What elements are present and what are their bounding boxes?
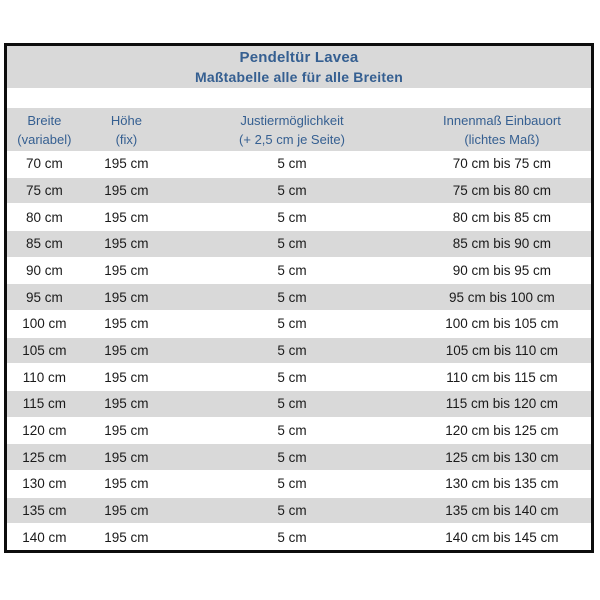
cell-hoehe: 195 cm [104,156,149,172]
cell-breite: 140 cm [22,529,67,545]
page-subtitle: Maßtabelle alle für alle Breiten [195,69,403,85]
table-row [7,177,591,205]
table-row [7,471,591,497]
table-row [7,230,591,258]
page-title: Pendeltür Lavea [239,49,359,66]
cell-hoehe: 195 cm [104,209,149,225]
cell-justiermoeglichkeit: 5 cm [277,263,307,279]
cell-justiermoeglichkeit: 5 cm [277,236,307,252]
cell-innenmass: 80 cm bis 85 cm [452,209,552,225]
table-row [7,390,591,418]
column-label: Innenmaß Einbauort [443,112,561,128]
cell-hoehe: 195 cm [104,236,149,252]
cell-hoehe: 195 cm [104,183,149,198]
cell-innenmass: 100 cm bis 105 cm [445,316,559,332]
cell-breite: 80 cm [25,209,63,225]
table-row [7,443,591,471]
column-label: Breite [27,112,62,128]
cell-hoehe: 195 cm [104,449,149,465]
cell-justiermoeglichkeit: 5 cm [277,156,307,172]
column-sublabel: (lichtes Maß) [464,131,540,147]
cell-hoehe: 195 cm [104,263,149,279]
cell-breite: 135 cm [22,503,67,519]
table-row [7,497,591,525]
table-row [7,418,591,444]
cell-justiermoeglichkeit: 5 cm [277,343,307,359]
cell-breite: 125 cm [22,449,67,465]
cell-breite: 130 cm [22,476,67,492]
table-row [7,337,591,365]
cell-innenmass: 95 cm bis 100 cm [449,289,555,305]
cell-breite: 115 cm [22,396,67,412]
cell-justiermoeglichkeit: 5 cm [277,396,307,412]
cell-hoehe: 195 cm [104,423,149,439]
table-row [7,364,591,390]
cell-innenmass: 110 cm bis 115 cm [446,369,558,385]
column-label: Höhe [110,112,142,128]
cell-breite: 85 cm [25,236,63,252]
cell-breite: 110 cm [22,369,67,385]
cell-justiermoeglichkeit: 5 cm [277,449,307,465]
cell-innenmass: 85 cm bis 90 cm [452,236,552,252]
column-sublabel: (fix) [115,131,138,147]
cell-innenmass: 120 cm bis 125 cm [445,423,559,439]
cell-innenmass: 75 cm bis 80 cm [452,183,552,198]
cell-innenmass: 130 cm bis 135 cm [445,476,559,492]
column-header-innenmass [413,111,591,149]
cell-justiermoeglichkeit: 5 cm [277,289,307,305]
cell-hoehe: 195 cm [104,476,149,492]
cell-breite: 90 cm [25,263,63,279]
cell-breite: 100 cm [22,316,67,332]
cell-hoehe: 195 cm [104,343,149,359]
cell-breite: 120 cm [22,423,67,439]
column-sublabel: (variabel) [17,131,72,147]
cell-justiermoeglichkeit: 5 cm [277,476,307,492]
cell-innenmass: 115 cm bis 120 cm [445,396,559,412]
column-header-breite [7,111,82,149]
table-body [7,151,591,550]
table-row [7,258,591,284]
cell-innenmass: 90 cm bis 95 cm [452,263,552,279]
column-header-hoehe [82,111,171,149]
cell-justiermoeglichkeit: 5 cm [277,183,307,198]
cell-breite: 70 cm [25,156,63,172]
cell-hoehe: 195 cm [104,289,149,305]
table-row [7,311,591,337]
cell-innenmass: 105 cm bis 110 cm [445,343,559,359]
column-label: Justiermöglichkeit [240,112,344,128]
table-row [7,283,591,311]
column-sublabel: (+ 2,5 cm je Seite) [239,131,345,147]
cell-justiermoeglichkeit: 5 cm [277,423,307,439]
cell-innenmass: 125 cm bis 130 cm [445,449,559,465]
cell-innenmass: 140 cm bis 145 cm [445,529,559,545]
spacer [7,88,591,108]
cell-breite: 75 cm [25,183,63,198]
title-block [7,46,591,88]
cell-justiermoeglichkeit: 5 cm [277,209,307,225]
table-row [7,204,591,230]
table-header-row [7,108,591,151]
cell-hoehe: 195 cm [104,529,149,545]
cell-hoehe: 195 cm [104,369,149,385]
cell-breite: 105 cm [22,343,67,359]
table-row [7,151,591,177]
cell-hoehe: 195 cm [104,396,149,412]
measurement-table [4,43,594,553]
column-header-justiermoeglichkeit [171,111,413,149]
cell-innenmass: 70 cm bis 75 cm [452,156,552,172]
cell-justiermoeglichkeit: 5 cm [277,529,307,545]
cell-hoehe: 195 cm [104,503,149,519]
cell-justiermoeglichkeit: 5 cm [277,316,307,332]
cell-justiermoeglichkeit: 5 cm [277,503,307,519]
cell-breite: 95 cm [25,289,63,305]
cell-innenmass: 135 cm bis 140 cm [445,503,559,519]
cell-justiermoeglichkeit: 5 cm [277,369,307,385]
table-row [7,524,591,550]
cell-hoehe: 195 cm [104,316,149,332]
